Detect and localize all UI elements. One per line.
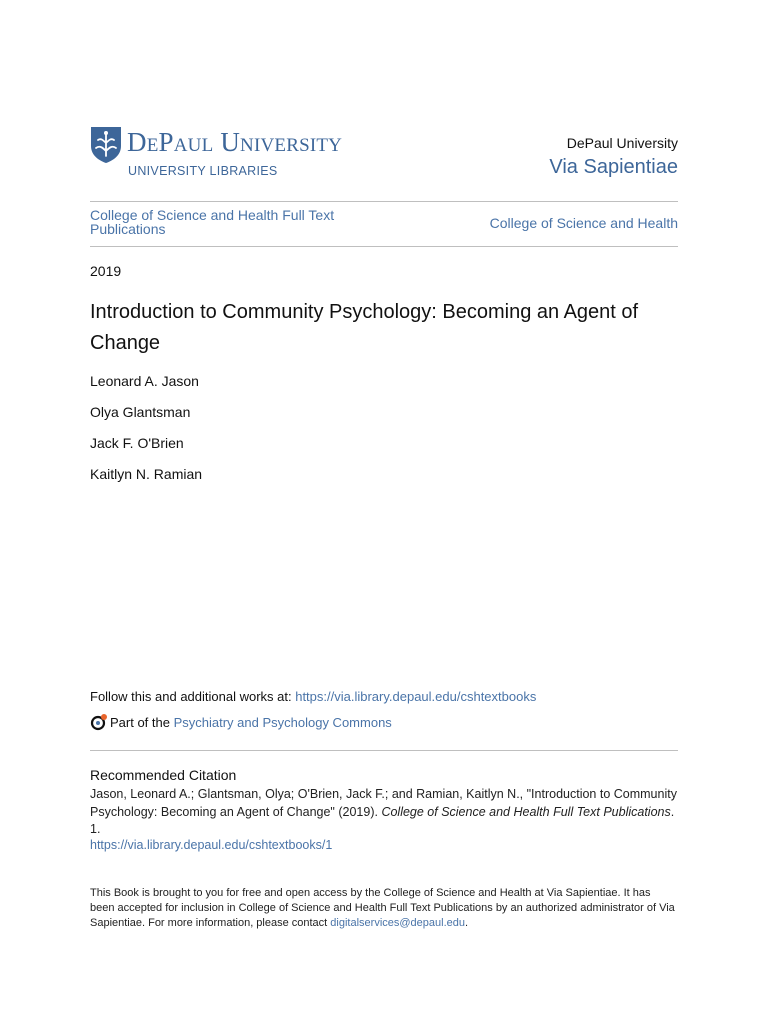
logo-subtitle: UNIVERSITY LIBRARIES — [128, 164, 278, 178]
follow-line — [90, 689, 536, 704]
citation-plain: Jason, Leonard A.; Glantsman, Olya; O'Brien, Jack F.; and Ramian, Kaitlyn N., "Introduction to Community Psychology: Becoming an Agent of Change" (2019). — [90, 787, 677, 819]
repository-block — [549, 135, 678, 180]
divider — [90, 750, 678, 751]
collection-link[interactable]: College of Science and Health Full Text Publications — [90, 207, 335, 237]
contact-email-link[interactable]: digitalservices@depaul.edu — [330, 917, 465, 929]
part-of-line — [90, 713, 392, 733]
access-notice — [90, 886, 678, 931]
citation-series: College of Science and Health Full Text Publications — [381, 804, 671, 819]
citation-heading: Recommended Citation — [90, 767, 237, 783]
logo-wordmark: DePaul University — [127, 127, 343, 157]
author-name: Kaitlyn N. Ramian — [90, 466, 203, 482]
citation-tail: . 1. — [90, 804, 675, 836]
access-notice-tail: . — [465, 917, 469, 929]
document-title: Introduction to Community Psychology: Becoming an Agent of Change — [90, 301, 639, 354]
divider — [90, 201, 678, 202]
commons-network-icon — [90, 713, 108, 731]
collection-url-link[interactable]: https://via.library.depaul.edu/cshtextbooks — [295, 689, 537, 704]
part-of-prefix: Part of the — [110, 715, 174, 730]
repository-link[interactable]: Via Sapientiae — [549, 156, 678, 178]
depaul-logo[interactable] — [90, 126, 370, 182]
citation-text — [90, 786, 678, 839]
access-notice-text: This Book is brought to you for free and open access by the College of Science and Health at Via Sapientiae. It has been accepted for inclusion in College of Science and Health Full Text Publications by an authorized administrator of Via Sapientiae. For more information, please contact — [90, 887, 675, 929]
follow-prefix: Follow this and additional works at: — [90, 689, 296, 704]
author-name: Olya Glantsman — [90, 404, 191, 420]
department-link[interactable]: College of Science and Health — [489, 215, 678, 231]
author-name: Leonard A. Jason — [90, 373, 199, 389]
cover-page — [90, 0, 678, 1024]
header — [90, 126, 678, 182]
publication-year: 2019 — [90, 263, 122, 279]
citation-url-link[interactable]: https://via.library.depaul.edu/cshtextbooks/1 — [90, 838, 333, 852]
institution-name: DePaul University — [566, 135, 678, 151]
divider — [90, 246, 678, 247]
commons-link[interactable]: Psychiatry and Psychology Commons — [173, 715, 392, 730]
author-name: Jack F. O'Brien — [90, 435, 184, 451]
depaul-shield-icon — [90, 126, 122, 164]
